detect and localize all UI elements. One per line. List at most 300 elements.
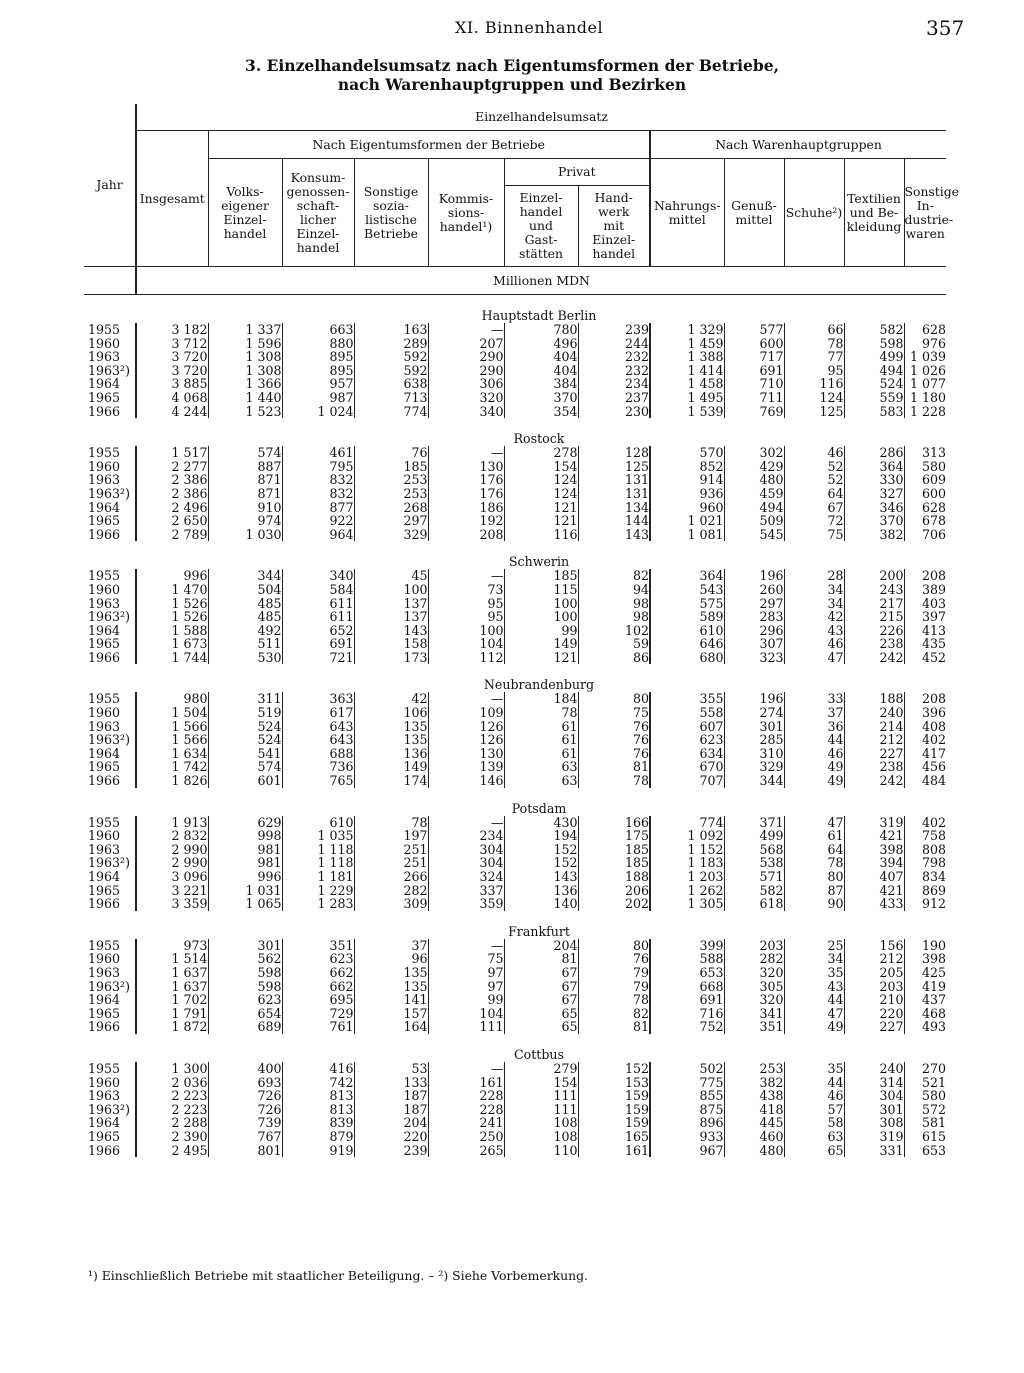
- value-cell: 290: [428, 364, 504, 378]
- value-cell: 268: [354, 501, 428, 515]
- value-cell: 285: [724, 733, 784, 747]
- value-cell: 1 566: [136, 733, 208, 747]
- value-cell: 364: [650, 569, 724, 583]
- value-cell: 538: [724, 856, 784, 870]
- value-cell: 188: [578, 870, 650, 884]
- value-cell: 207: [428, 337, 504, 351]
- value-cell: 227: [844, 1020, 904, 1034]
- value-cell: 575: [650, 597, 724, 611]
- col-sonstige-sozialistische: Sonstige sozia- listische Betriebe: [354, 159, 428, 267]
- value-cell: 212: [844, 733, 904, 747]
- value-cell: 936: [650, 487, 724, 501]
- value-cell: 161: [578, 1144, 650, 1158]
- value-cell: 769: [724, 405, 784, 419]
- value-cell: 1 470: [136, 583, 208, 597]
- table-row: [84, 706, 946, 720]
- value-cell: 163: [354, 323, 428, 337]
- value-cell: 109: [428, 706, 504, 720]
- value-cell: 64: [784, 843, 844, 857]
- value-cell: 1 440: [208, 391, 282, 405]
- value-cell: 1 744: [136, 651, 208, 665]
- value-cell: 1 526: [136, 597, 208, 611]
- value-cell: 185: [578, 856, 650, 870]
- value-cell: 99: [504, 624, 578, 638]
- value-cell: 691: [724, 364, 784, 378]
- value-cell: 541: [208, 747, 282, 761]
- year-cell: 1965: [88, 882, 121, 898]
- value-cell: 980: [136, 692, 208, 706]
- value-cell: 981: [208, 856, 282, 870]
- value-cell: 265: [428, 1144, 504, 1158]
- value-cell: 33: [784, 692, 844, 706]
- table-row: [84, 993, 946, 1007]
- value-cell: 67: [784, 501, 844, 515]
- col-sonstige-industriewaren: Sonstige In- dustrie- waren: [904, 159, 946, 267]
- value-cell: 559: [844, 391, 904, 405]
- value-cell: 706: [904, 528, 946, 542]
- value-cell: 78: [504, 706, 578, 720]
- value-cell: 1 517: [136, 446, 208, 460]
- table-row: [84, 597, 946, 611]
- value-cell: 1 504: [136, 706, 208, 720]
- table-row: [84, 569, 946, 583]
- value-cell: 67: [504, 966, 578, 980]
- year-cell: 1960: [88, 458, 121, 474]
- value-cell: 346: [844, 501, 904, 515]
- value-cell: 35: [784, 1062, 844, 1076]
- value-cell: 545: [724, 528, 784, 542]
- value-cell: 1 539: [650, 405, 724, 419]
- value-cell: 910: [208, 501, 282, 515]
- value-cell: 203: [844, 980, 904, 994]
- year-cell: 1963: [88, 841, 121, 857]
- region-header-row: [84, 664, 946, 692]
- region-header-row: [84, 418, 946, 446]
- value-cell: 135: [354, 720, 428, 734]
- value-cell: 131: [578, 473, 650, 487]
- value-cell: 407: [844, 870, 904, 884]
- value-cell: 1 637: [136, 966, 208, 980]
- value-cell: 435: [904, 637, 946, 651]
- value-cell: 124: [504, 473, 578, 487]
- value-cell: 196: [724, 569, 784, 583]
- value-cell: 242: [844, 651, 904, 665]
- value-cell: 370: [844, 514, 904, 528]
- value-cell: 717: [724, 350, 784, 364]
- value-cell: 239: [578, 323, 650, 337]
- value-cell: 430: [504, 816, 578, 830]
- value-cell: 204: [354, 1116, 428, 1130]
- value-cell: 63: [504, 760, 578, 774]
- value-cell: 80: [578, 939, 650, 953]
- value-cell: 1 495: [650, 391, 724, 405]
- value-cell: 44: [784, 993, 844, 1007]
- value-cell: 78: [578, 774, 650, 788]
- value-cell: 398: [844, 843, 904, 857]
- value-cell: 65: [784, 1144, 844, 1158]
- value-cell: 1 081: [650, 528, 724, 542]
- value-cell: 419: [904, 980, 946, 994]
- value-cell: 205: [844, 966, 904, 980]
- value-cell: 306: [428, 377, 504, 391]
- value-cell: 206: [578, 884, 650, 898]
- value-cell: 1 229: [282, 884, 354, 898]
- value-cell: 976: [904, 337, 946, 351]
- value-cell: 340: [428, 405, 504, 419]
- value-cell: 57: [784, 1103, 844, 1117]
- value-cell: 96: [354, 952, 428, 966]
- year-cell: 1955: [88, 322, 121, 337]
- value-cell: 1 180: [904, 391, 946, 405]
- year-cell: 1955: [88, 1060, 121, 1076]
- col-volkseigener: Volks- eigener Einzel- handel: [208, 159, 282, 267]
- year-cell: 1966: [88, 1019, 121, 1035]
- year-cell: 1966: [88, 1142, 121, 1158]
- value-cell: 832: [282, 473, 354, 487]
- value-cell: 270: [904, 1062, 946, 1076]
- table-row: [84, 760, 946, 774]
- table-row: [84, 939, 946, 953]
- year-cell: 1955: [88, 937, 121, 953]
- year-cell: 1955: [88, 691, 121, 707]
- value-cell: 351: [282, 939, 354, 953]
- value-cell: 801: [208, 1144, 282, 1158]
- value-cell: 2 495: [136, 1144, 208, 1158]
- value-cell: 480: [724, 1144, 784, 1158]
- value-cell: 1 092: [650, 829, 724, 843]
- value-cell: 494: [844, 364, 904, 378]
- value-cell: 253: [354, 473, 428, 487]
- value-cell: 371: [724, 816, 784, 830]
- year-cell: 1963²): [88, 485, 131, 501]
- value-cell: 601: [208, 774, 282, 788]
- value-cell: 1 308: [208, 350, 282, 364]
- value-cell: 389: [904, 583, 946, 597]
- value-cell: 187: [354, 1103, 428, 1117]
- value-cell: 394: [844, 856, 904, 870]
- value-cell: 3 712: [136, 337, 208, 351]
- value-cell: 337: [428, 884, 504, 898]
- value-cell: 736: [282, 760, 354, 774]
- value-cell: 370: [504, 391, 578, 405]
- value-cell: 653: [650, 966, 724, 980]
- value-cell: 1 262: [650, 884, 724, 898]
- value-cell: 331: [844, 1144, 904, 1158]
- value-cell: 998: [208, 829, 282, 843]
- value-cell: 364: [844, 460, 904, 474]
- value-cell: 615: [904, 1130, 946, 1144]
- value-cell: 588: [650, 952, 724, 966]
- value-cell: 607: [650, 720, 724, 734]
- value-cell: 643: [282, 720, 354, 734]
- value-cell: 208: [904, 692, 946, 706]
- value-cell: 461: [282, 446, 354, 460]
- value-cell: 780: [504, 323, 578, 337]
- value-cell: 987: [282, 391, 354, 405]
- table-row: [84, 651, 946, 665]
- value-cell: 108: [504, 1116, 578, 1130]
- value-cell: 133: [354, 1076, 428, 1090]
- value-cell: 417: [904, 747, 946, 761]
- value-cell: 153: [578, 1076, 650, 1090]
- value-cell: 610: [282, 816, 354, 830]
- year-cell: 1955: [88, 445, 121, 461]
- value-cell: 688: [282, 747, 354, 761]
- value-cell: 4 068: [136, 391, 208, 405]
- region-header-row: [84, 541, 946, 569]
- value-cell: 445: [724, 1116, 784, 1130]
- value-cell: 1 526: [136, 610, 208, 624]
- value-cell: 111: [504, 1103, 578, 1117]
- value-cell: 2 386: [136, 473, 208, 487]
- value-cell: 543: [650, 583, 724, 597]
- value-cell: 329: [354, 528, 428, 542]
- value-cell: 305: [724, 980, 784, 994]
- col-genussmittel: Genuß- mittel: [724, 159, 784, 267]
- year-cell: 1963²): [88, 978, 131, 994]
- value-cell: 1 523: [208, 405, 282, 419]
- value-cell: 1 566: [136, 720, 208, 734]
- running-title: XI. Binnenhandel: [455, 18, 604, 37]
- value-cell: 1 118: [282, 856, 354, 870]
- table-row: [84, 514, 946, 528]
- value-cell: 135: [354, 980, 428, 994]
- value-cell: 64: [784, 487, 844, 501]
- region-name: Frankfurt: [508, 923, 570, 939]
- value-cell: 1 181: [282, 870, 354, 884]
- value-cell: 34: [784, 583, 844, 597]
- value-cell: 139: [428, 760, 504, 774]
- value-cell: 340: [282, 569, 354, 583]
- value-cell: 1 872: [136, 1020, 208, 1034]
- value-cell: 354: [504, 405, 578, 419]
- region-name: Schwerin: [508, 554, 570, 570]
- table-row: [84, 856, 946, 870]
- year-cell: 1966: [88, 773, 121, 789]
- value-cell: 314: [844, 1076, 904, 1090]
- value-cell: 290: [428, 350, 504, 364]
- value-cell: 726: [208, 1089, 282, 1103]
- value-cell: 58: [784, 1116, 844, 1130]
- region-header-row: [84, 1034, 946, 1062]
- value-cell: 922: [282, 514, 354, 528]
- table-row: [84, 1020, 946, 1034]
- value-cell: 251: [354, 843, 428, 857]
- value-cell: 726: [208, 1103, 282, 1117]
- value-cell: 130: [428, 747, 504, 761]
- value-cell: 1 366: [208, 377, 282, 391]
- value-cell: 580: [904, 460, 946, 474]
- value-cell: 680: [650, 651, 724, 665]
- value-cell: 192: [428, 514, 504, 528]
- value-cell: 313: [904, 446, 946, 460]
- value-cell: 135: [354, 966, 428, 980]
- year-cell: 1965: [88, 1005, 121, 1021]
- value-cell: 143: [578, 528, 650, 542]
- value-cell: 81: [578, 1020, 650, 1034]
- table-row: [84, 1007, 946, 1021]
- table-row: [84, 692, 946, 706]
- value-cell: 933: [650, 1130, 724, 1144]
- value-cell: 628: [904, 323, 946, 337]
- value-cell: 960: [650, 501, 724, 515]
- value-cell: 879: [282, 1130, 354, 1144]
- value-cell: 63: [784, 1130, 844, 1144]
- value-cell: 274: [724, 706, 784, 720]
- year-cell: 1963: [88, 472, 121, 488]
- year-cell: 1964: [88, 1115, 121, 1131]
- value-cell: 1 514: [136, 952, 208, 966]
- region-header-row: [84, 911, 946, 939]
- value-cell: 713: [354, 391, 428, 405]
- value-cell: 77: [784, 350, 844, 364]
- value-cell: 502: [650, 1062, 724, 1076]
- year-cell: 1964: [88, 376, 121, 392]
- value-cell: 104: [428, 1007, 504, 1021]
- value-cell: 2 277: [136, 460, 208, 474]
- value-cell: 46: [784, 637, 844, 651]
- value-cell: 76: [578, 747, 650, 761]
- value-cell: 214: [844, 720, 904, 734]
- value-cell: 598: [208, 980, 282, 994]
- col-einzelhandel-gaststaetten: Einzel- handel und Gast- stätten: [504, 186, 578, 267]
- value-cell: 184: [504, 692, 578, 706]
- value-cell: 44: [784, 1076, 844, 1090]
- value-cell: 65: [504, 1020, 578, 1034]
- value-cell: 852: [650, 460, 724, 474]
- table-row: [84, 747, 946, 761]
- value-cell: 75: [784, 528, 844, 542]
- value-cell: 190: [904, 939, 946, 953]
- table-row: [84, 1144, 946, 1158]
- year-cell: 1963: [88, 349, 121, 365]
- year-cell: 1966: [88, 526, 121, 542]
- value-cell: 194: [504, 829, 578, 843]
- value-cell: 3 221: [136, 884, 208, 898]
- value-cell: 480: [724, 473, 784, 487]
- value-cell: 186: [428, 501, 504, 515]
- value-cell: 397: [904, 610, 946, 624]
- value-cell: 75: [578, 706, 650, 720]
- value-cell: 2 496: [136, 501, 208, 515]
- value-cell: 67: [504, 980, 578, 994]
- value-cell: 227: [844, 747, 904, 761]
- value-cell: 75: [428, 952, 504, 966]
- table-row: [84, 364, 946, 378]
- value-cell: 459: [724, 487, 784, 501]
- value-cell: 1 388: [650, 350, 724, 364]
- value-cell: 504: [208, 583, 282, 597]
- value-cell: 61: [504, 733, 578, 747]
- value-cell: 228: [428, 1103, 504, 1117]
- value-cell: 302: [724, 446, 784, 460]
- value-cell: 78: [784, 856, 844, 870]
- table-row: [84, 610, 946, 624]
- value-cell: 1 024: [282, 405, 354, 419]
- table-row: [84, 1130, 946, 1144]
- value-cell: 95: [428, 610, 504, 624]
- value-cell: 404: [504, 350, 578, 364]
- value-cell: 460: [724, 1130, 784, 1144]
- value-cell: 49: [784, 774, 844, 788]
- col-schuhe: Schuhe²): [784, 159, 844, 267]
- value-cell: 187: [354, 1089, 428, 1103]
- value-cell: 126: [428, 733, 504, 747]
- value-cell: 59: [578, 637, 650, 651]
- year-cell: 1965: [88, 1128, 121, 1144]
- value-cell: 1 826: [136, 774, 208, 788]
- value-cell: 634: [650, 747, 724, 761]
- value-cell: 813: [282, 1103, 354, 1117]
- value-cell: 402: [904, 733, 946, 747]
- value-cell: 240: [844, 706, 904, 720]
- value-cell: 34: [784, 952, 844, 966]
- value-cell: 278: [504, 446, 578, 460]
- value-cell: 79: [578, 980, 650, 994]
- value-cell: 524: [208, 720, 282, 734]
- value-cell: 100: [504, 597, 578, 611]
- value-cell: 185: [504, 569, 578, 583]
- value-cell: 433: [844, 897, 904, 911]
- value-cell: 871: [208, 473, 282, 487]
- value-cell: 116: [784, 377, 844, 391]
- value-cell: 996: [136, 569, 208, 583]
- value-cell: 974: [208, 514, 282, 528]
- value-cell: 217: [844, 597, 904, 611]
- value-cell: 111: [428, 1020, 504, 1034]
- value-cell: 80: [578, 692, 650, 706]
- value-cell: 912: [904, 897, 946, 911]
- year-cell: 1965: [88, 759, 121, 775]
- value-cell: 1 031: [208, 884, 282, 898]
- value-cell: 52: [784, 473, 844, 487]
- value-cell: 174: [354, 774, 428, 788]
- value-cell: 98: [578, 597, 650, 611]
- year-cell: 1960: [88, 581, 121, 597]
- value-cell: 351: [724, 1020, 784, 1034]
- value-cell: 66: [784, 323, 844, 337]
- value-cell: 618: [724, 897, 784, 911]
- table-row: [84, 720, 946, 734]
- year-cell: 1965: [88, 389, 121, 405]
- value-cell: 43: [784, 624, 844, 638]
- value-cell: 653: [904, 1144, 946, 1158]
- value-cell: 1 026: [904, 364, 946, 378]
- region-name: Hauptstadt Berlin: [481, 308, 597, 323]
- value-cell: 729: [282, 1007, 354, 1021]
- value-cell: 494: [724, 501, 784, 515]
- value-cell: 623: [650, 733, 724, 747]
- value-cell: 1 634: [136, 747, 208, 761]
- value-cell: 691: [282, 637, 354, 651]
- value-cell: 384: [504, 377, 578, 391]
- value-cell: 710: [724, 377, 784, 391]
- value-cell: 617: [282, 706, 354, 720]
- value-cell: 592: [354, 350, 428, 364]
- value-cell: 61: [784, 829, 844, 843]
- value-cell: 67: [504, 993, 578, 1007]
- value-cell: 210: [844, 993, 904, 1007]
- value-cell: 695: [282, 993, 354, 1007]
- value-cell: 511: [208, 637, 282, 651]
- value-cell: 203: [724, 939, 784, 953]
- value-cell: 752: [650, 1020, 724, 1034]
- value-cell: 149: [504, 637, 578, 651]
- value-cell: 47: [784, 816, 844, 830]
- value-cell: 141: [354, 993, 428, 1007]
- value-cell: 1 329: [650, 323, 724, 337]
- value-cell: 80: [784, 870, 844, 884]
